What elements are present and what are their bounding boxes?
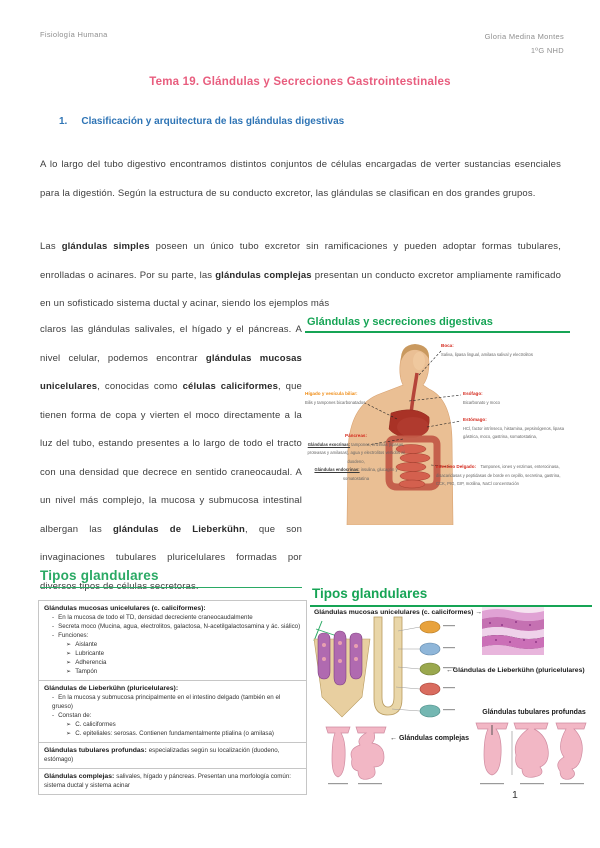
label-pancreas-exo-head: Glándulas exocrinas: [307,441,351,447]
label-higado [305,391,401,405]
table-row-caliciformes [39,601,306,681]
row-title: Glándulas mucosas unicelulares (c. caliciformes): [44,605,206,612]
label-pancreas-exo-text: tampones, enzimas (lipasas, proteasas y amilasas), agua y electrolitos vertidos al duodeno, [307,441,405,464]
label-intestino-name: Intestino Delgado: [436,464,477,469]
figure2-label-complejas: ← Glándulas complejas [390,735,469,742]
label-pancreas-endo-text: insulina, glucagón y somatostatina [342,467,398,481]
crypt-diagram-illustration [312,619,374,719]
header-author-group: 1ºG NHD [530,46,564,55]
complex-glands-duo-illustration [324,725,390,789]
arrow-marker: ➢ [66,659,72,666]
figure2-label-tubulares: Glándulas tubulares profundas [482,709,586,716]
histology-micrograph-illustration [482,607,544,655]
heading-text: Clasificación y arquitectura de las glándulas digestivas [81,116,345,127]
section-heading-1 [59,116,344,127]
label-esofago-text: Bicarbonato y moco [463,399,501,405]
dash-marker: - [52,712,55,719]
label-esofago [463,391,563,405]
label-estomago [463,417,567,440]
arrow-marker: ➢ [66,650,72,657]
figure2-title: Tipos glandulares [310,586,592,607]
glands-summary-table [38,600,307,795]
paragraph-intro: A lo largo del tubo digestivo encontramos distintos conjuntos de células encargadas de verter sustancias esenciales para la digestión. Según la estructura de su conducto excretor, las glándulas se clasifican en dos grandes grupos. [40,159,561,199]
dash-marker: - [52,623,55,630]
row-title: Glándulas de Lieberkühn (pluricelulares): [44,685,179,692]
arrow-marker: ➢ [66,641,72,648]
paragraph-glandulas-full: Las glándulas simples poseen un único tubo excretor sin ramificaciones y pueden adoptar formas tubulares, enrolladas o acinares. Por su parte, las glándulas complejas presentan un conducto excretor ampliamente ramificado en un sofisticado sistema ductal y acinar, siendo los ejemplos más [40,241,562,309]
table-row-tubulares [39,743,306,769]
arrow-marker: ➢ [66,721,72,728]
tubular-gland-cells-illustration [368,615,456,729]
header-course: Fisiología Humana [40,30,108,39]
label-estomago-name: Estómago: [463,417,487,422]
tubular-glands-trio-illustration [472,719,590,789]
label-pancreas [305,433,407,482]
header-author-name: Gloria Medina Montes [484,32,564,41]
arrow-marker: ➢ [66,730,72,737]
section-heading-tipos-glandulares: Tipos glandulares [40,568,302,588]
dash-marker: - [52,632,55,639]
row-subbullet: ➢ Lubricante [66,650,105,657]
label-boca [441,343,567,357]
page-number: 1 [512,789,518,801]
figure2-label-caliciformes: Glándulas mucosas unicelulares (c. caliciformes) → [314,609,483,616]
figure2-canvas [310,607,592,799]
label-higado-text: Bilis y tampones bicarbonatados [305,399,366,405]
row-inline: Glándulas complejas: salivales, hígado y páncreas. Presentan una morfología común: sistema ductal y sistema acinar [44,773,291,789]
page-title: Tema 19. Glándulas y Secreciones Gastrointestinales [149,76,451,88]
row-bullet: - Funciones: [52,632,89,639]
dash-marker: - [52,694,55,701]
heading-number: 1. [59,116,68,127]
row-bullet: - En la mucosa de todo el TD, densidad decreciente craneocaudalmente [52,614,253,621]
label-intestino-text: Tampones, iones y enzimas, enterocinasa, disacaridasas y peptidasas de borde en cepillo, secretina, gastrina, CCK, PIG, GIP, motilina, NaCl concentración [436,464,561,487]
paragraph-glandulas-wrapped: claros las glándulas salivales, el hígado y el páncreas. A nivel celular, podemos encontrar glándulas mucosas unicelulares, conocidas como células caliciformes, que tienen forma de copa y vierten el moco directamente a la luz del tubo, estando presentes a lo largo de todo el tracto con una densidad que decrece en sentido craneocaudal. A un nivel más complejo, la mucosa y submucosa intestinal albergan las glándulas de Lieberkühn, que son invaginaciones tubulares pluricelulares formadas por diversos tipos de células secretoras. [40,324,303,592]
label-boca-name: Boca: [441,343,454,348]
row-subbullet: ➢ Tampón [66,668,98,675]
row-subbullet: ➢ Aislante [66,641,98,648]
row-bullet: - En la mucosa y submucosa principalmente en el intestino delgado (también en el grueso) [52,694,281,710]
header-author [485,30,564,58]
label-intestino [436,461,568,487]
row-bullet: - Secreta moco (Mucina, agua, electrolitos, galactosa, N-acetilgalactosamina y ác. siálico) [52,623,301,630]
figure1-canvas [305,333,570,525]
row-subbullet: ➢ C. epiteliales: serosas. Contienen fundamentalmente ptialina (o amilasa) [66,730,274,737]
label-higado-name: Hígado y vesícula biliar: [305,391,358,396]
arrow-marker: ➢ [66,668,72,675]
label-boca-text: Saliva, lipasa lingual, amilasa salival y electrolitos [441,351,533,357]
label-estomago-text: HCl, factor intrínseco, histamina, pepsinógenos, lipasa gástrica, moco, gastrina, somatostatina, [463,425,565,440]
figure1-title: Glándulas y secreciones digestivas [305,316,570,333]
dash-marker: - [52,614,55,621]
figure2-label-lieberkuhn: ←Glándulas de Lieberkühn (pluricelulares) [446,667,585,674]
row-inline: Glándulas tubulares profundas: especializadas según su localización (duodeno, estómago) [44,747,280,763]
figure-tipos-glandulares [310,586,592,802]
label-pancreas-name: Páncreas: [345,433,367,438]
label-pancreas-endo-head: Glándulas endocrinas: [314,467,360,473]
row-subbullet: ➢ Adherencia [66,659,107,666]
table-row-complejas [39,769,306,794]
row-bullet: - Constan de: [52,712,92,719]
figure-digestive-glands [305,316,570,532]
label-esofago-name: Esófago: [463,391,483,396]
table-row-lieberkuhn [39,681,306,743]
row-subbullet: ➢ C. caliciformes [66,721,116,728]
